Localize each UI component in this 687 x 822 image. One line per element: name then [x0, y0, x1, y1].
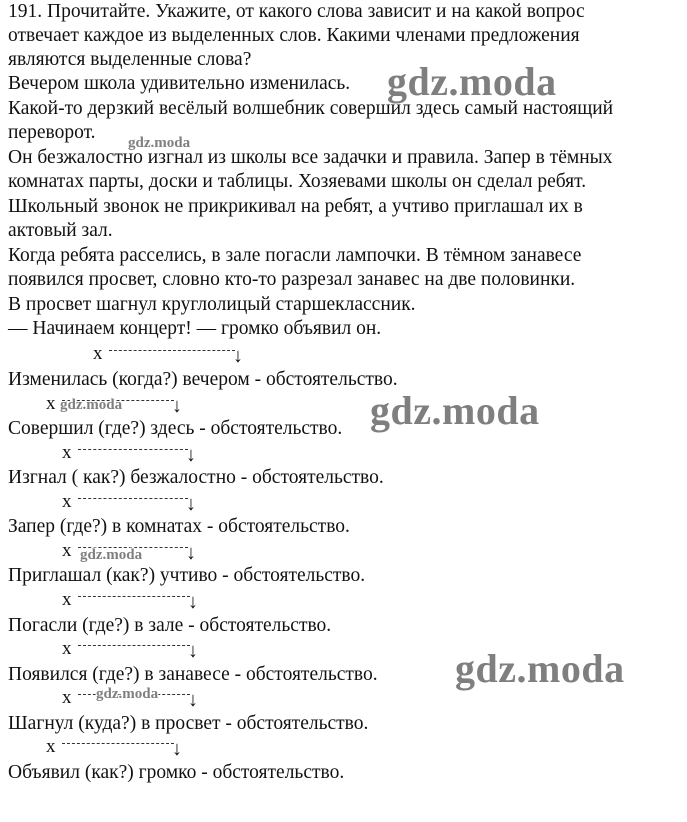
answer-line: Объявил (как?) громко - обстоятельство. — [8, 762, 345, 783]
watermark: gdz.moda — [455, 646, 625, 691]
text-line: В просвет шагнул круглолицый старшеклассник. — [8, 294, 416, 315]
adverbial-marker — [46, 736, 182, 760]
text-line: Он безжалостно изгнал из школы все задачки и правила. Запер в тёмных — [8, 147, 613, 168]
x-mark: x — [62, 540, 72, 561]
arrow-down-icon: ↓ — [186, 493, 196, 515]
answer-line: Погасли (где?) в зале - обстоятельство. — [8, 615, 332, 636]
exercise-heading: 191. Прочитайте. Укажите, от какого слова зависит и на какой вопрос — [8, 1, 585, 22]
answer-line: Появился (где?) в занавесе - обстоятельство. — [8, 664, 378, 685]
x-mark: x — [62, 442, 72, 463]
arrow-down-icon: ↓ — [188, 591, 198, 613]
watermark: gdz.moda — [387, 59, 557, 104]
arrow-down-icon: ↓ — [172, 738, 182, 760]
answer-line: Шагнул (куда?) в просвет - обстоятельство. — [8, 713, 369, 734]
x-mark: x — [46, 736, 56, 757]
x-mark: x — [93, 343, 103, 364]
dashed-underline — [78, 596, 190, 597]
arrow-down-icon: ↓ — [188, 689, 198, 711]
adverbial-marker — [93, 343, 243, 367]
arrow-down-icon: ↓ — [186, 542, 196, 564]
text-line: появился просвет, словно кто-то разрезал занавес на две половинки. — [8, 269, 576, 290]
x-mark: x — [62, 687, 72, 708]
watermark: gdz.moda — [96, 686, 159, 702]
exercise-instruction-line: являются выделенные слова? — [8, 49, 252, 70]
answer-line: Приглашал (как?) учтиво - обстоятельство. — [8, 565, 366, 586]
arrow-down-icon: ↓ — [188, 640, 198, 662]
watermark: gdz.moda — [128, 135, 191, 151]
arrow-down-icon: ↓ — [233, 345, 243, 367]
text-line: Вечером школа удивительно изменилась. — [8, 73, 351, 94]
watermark: gdz.moda — [80, 547, 143, 563]
watermark: gdz.moda — [60, 397, 123, 413]
text-line: Школьный звонок не прикрикивал на ребят, а учтиво приглашал их в — [8, 196, 583, 217]
watermark: gdz.moda — [370, 388, 540, 433]
arrow-down-icon: ↓ — [172, 395, 182, 417]
x-mark: x — [46, 393, 56, 414]
adverbial-marker — [62, 589, 198, 613]
dashed-underline — [62, 743, 174, 744]
adverbial-marker — [62, 491, 196, 515]
text-line: Когда ребята расселись, в зале погасли лампочки. В тёмном занавесе — [8, 245, 582, 266]
answer-line: Изгнал ( как?) безжалостно - обстоятельство. — [8, 467, 384, 488]
adverbial-marker — [62, 638, 198, 662]
dashed-underline — [78, 498, 188, 499]
answer-line: Изменилась (когда?) вечером - обстоятельство. — [8, 369, 398, 390]
dashed-underline — [109, 350, 235, 351]
answer-line: Совершил (где?) здесь - обстоятельство. — [8, 418, 343, 439]
adverbial-marker — [62, 442, 196, 466]
x-mark: x — [62, 638, 72, 659]
text-line: актовый зал. — [8, 220, 113, 241]
x-mark: x — [62, 491, 72, 512]
text-line: Какой-то дерзкий весёлый волшебник совершил здесь самый настоящий — [8, 98, 614, 119]
text-line: — Начинаем концерт! — громко объявил он. — [8, 318, 382, 339]
x-mark: x — [62, 589, 72, 610]
text-line: комнатах парты, доски и таблицы. Хозяевами школы он сделал ребят. — [8, 171, 587, 192]
dashed-underline — [78, 449, 188, 450]
dashed-underline — [78, 645, 190, 646]
text-line: переворот. — [8, 122, 96, 143]
answer-line: Запер (где?) в комнатах - обстоятельство. — [8, 516, 350, 537]
arrow-down-icon: ↓ — [186, 444, 196, 466]
exercise-instruction-line: отвечает каждое из выделенных слов. Какими членами предложения — [8, 25, 580, 46]
